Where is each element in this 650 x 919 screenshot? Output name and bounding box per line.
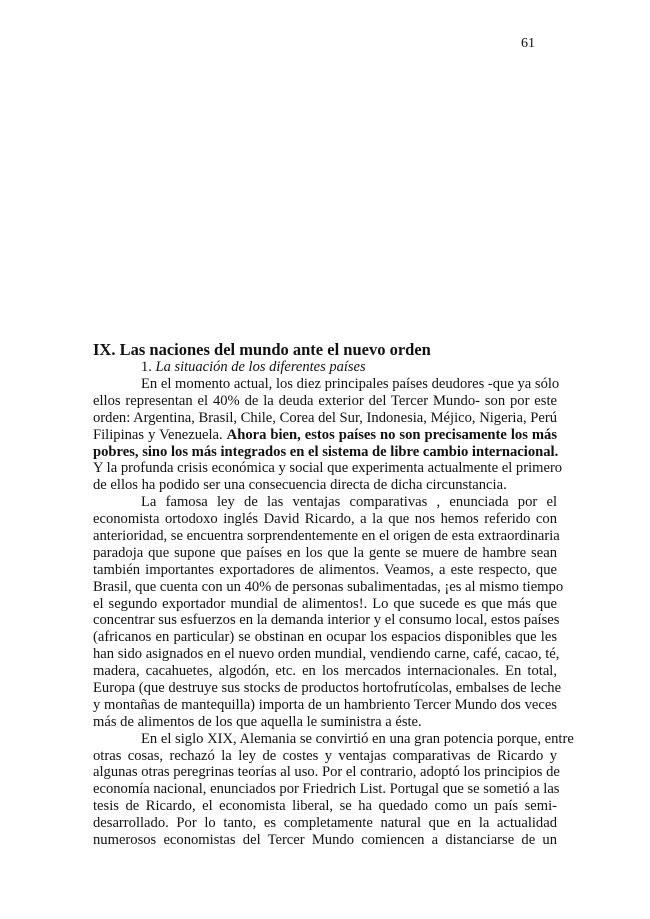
text-run: Y la profunda crisis económica y social que experimenta actualmente el primero — [93, 460, 563, 477]
text-line — [93, 748, 557, 765]
text-line — [93, 629, 557, 646]
bold-text-run: Ahora bien, estos países no son precisamente los más — [226, 426, 558, 443]
text-line — [93, 798, 557, 815]
text-line — [93, 511, 557, 528]
text-line — [93, 528, 560, 545]
text-line — [93, 410, 557, 427]
text-run: el segundo exportador mundial de alimentos!. Lo que sucede es que más que — [93, 595, 557, 612]
text-run: (africanos en particular) se obstinan en ocupar los espacios disponibles que les — [93, 629, 557, 646]
text-line — [93, 578, 564, 596]
text-line — [93, 376, 560, 393]
text-line — [93, 460, 563, 477]
text-run: y montañas de mantequilla) importa de un hambriento Tercer Mundo dos veces — [93, 696, 557, 713]
bold-text-run: pobres, sino los más integrados en el sistema de libre cambio internacional. — [93, 443, 559, 460]
text-line — [93, 612, 560, 629]
text-run: economista ortodoxo inglés David Ricardo, a la que nos hemos referido con — [93, 511, 557, 528]
text-run: concentrar sus esfuerzos en la demanda interior y el consumo local, estos países — [93, 612, 560, 629]
page-content — [93, 340, 574, 849]
text-line — [93, 427, 557, 444]
text-line — [93, 730, 574, 748]
subsection-heading — [93, 359, 557, 376]
text-run: otras cosas, rechazó la ley de costes y ventajas comparativas de Ricardo y — [93, 747, 557, 764]
text-run: paradoja que supone que países en los que la gente se muere de hambre sean — [93, 544, 557, 561]
text-run: algunas otras peregrinas teorías al uso. Por el contrario, adoptó los principios de — [93, 764, 560, 781]
text-run: numerosos economistas del Tercer Mundo comiencen a distanciarse de un — [93, 832, 557, 849]
text-run: La famosa ley de las ventajas comparativas , enunciada por el — [141, 494, 557, 511]
text-line — [93, 444, 557, 461]
text-line — [93, 596, 557, 613]
text-run: En el siglo XIX, Alemania se convirtió en una gran potencia porque, entre — [141, 730, 574, 747]
paragraph — [93, 494, 564, 730]
subsection-title: La situación de los diferentes países — [155, 359, 366, 375]
text-line — [93, 680, 562, 697]
text-run: también importantes exportadores de alimentos. Veamos, a este respecto, que — [93, 561, 557, 578]
text-run: Filipinas y Venezuela. — [93, 426, 227, 443]
text-run: anterioridad, se encuentra sorprendentemente en el origen de esta extraordinaria — [93, 528, 560, 545]
text-run: más de alimentos de los que aquella le suministra a éste. — [93, 713, 422, 730]
text-run: Europa (que destruye sus stocks de productos hortofrutícolas, embalses de leche — [93, 680, 562, 697]
text-line — [93, 663, 557, 680]
paragraph — [93, 730, 574, 849]
text-run: tesis de Ricardo, el economista liberal, se ha quedado como un país semi- — [93, 798, 557, 815]
text-run: En el momento actual, los diez principales países deudores -que ya sólo — [141, 376, 560, 392]
body-text — [93, 376, 574, 849]
text-run: ellos representan el 40% de la deuda exterior del Tercer Mundo- son por este — [93, 392, 557, 409]
text-line — [93, 764, 560, 781]
text-run: madera, cacahuetes, algodón, etc. en los mercados internacionales. En total, — [93, 663, 557, 680]
paragraph — [93, 376, 563, 494]
text-line — [93, 646, 560, 663]
text-line — [93, 832, 557, 849]
text-line — [93, 494, 557, 511]
text-run: economía nacional, enunciados por Friedrich List. Portugal que se sometió a las — [93, 781, 560, 798]
text-line — [93, 562, 557, 579]
text-line — [93, 477, 557, 494]
subsection-number: 1. — [141, 359, 152, 375]
text-line — [93, 393, 557, 410]
text-line — [93, 781, 560, 798]
text-line — [93, 815, 557, 832]
text-run: desarrollado. Por lo tanto, es completamente natural que en la actualidad — [93, 815, 557, 832]
text-run: han sido asignados en el nuevo orden mundial, vendiendo carne, café, cacao, té, — [93, 646, 560, 663]
text-line — [93, 714, 557, 731]
text-line — [93, 697, 557, 714]
page-number: 61 — [521, 36, 535, 51]
text-run: Brasil, que cuenta con un 40% de personas subalimentadas, ¡es al mismo tiempo — [93, 578, 564, 595]
section-heading: IX. Las naciones del mundo ante el nuevo orden — [93, 340, 431, 359]
text-run: de ellos ha podido ser una consecuencia directa de dicha circunstancia. — [93, 477, 507, 494]
text-line — [93, 545, 557, 562]
text-run: orden: Argentina, Brasil, Chile, Corea del Sur, Indonesia, Méjico, Nigeria, Perú — [93, 409, 558, 426]
